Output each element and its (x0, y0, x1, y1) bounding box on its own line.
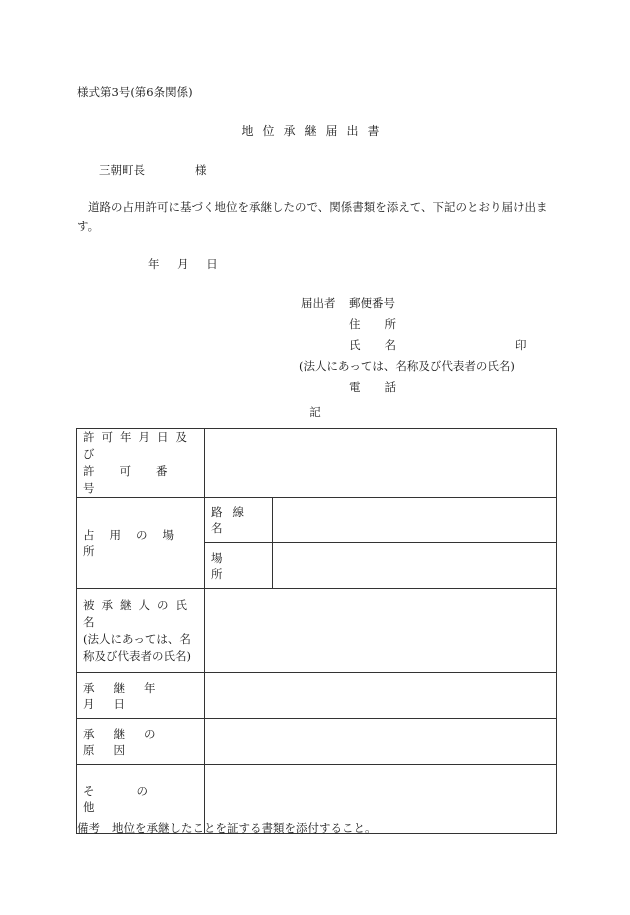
corporate-note: (法人にあっては、名称及び代表者の氏名) (299, 359, 515, 373)
form-number-label: 様式第3号(第6条関係) (77, 85, 193, 99)
document-title: 地位承継届出書 (241, 124, 389, 138)
succession-cause-label: 承継の原因 (83, 726, 175, 757)
place-cell (205, 543, 273, 589)
succession-cause-value[interactable] (205, 719, 557, 765)
succession-date-value[interactable] (205, 673, 557, 719)
place-label: 場所 (211, 550, 254, 581)
permit-date-label-line2 (83, 463, 198, 497)
predecessor-value[interactable] (205, 589, 557, 673)
predecessor-label-line2: (法人にあっては、名 (83, 631, 191, 646)
succession-date-label: 承継年月日 (83, 680, 175, 711)
remarks-text: 地位を承継したことを証する書類を添付すること。 (112, 821, 377, 835)
table-row (77, 719, 557, 765)
other-label: その他 (83, 784, 190, 814)
occupancy-place-cell (77, 498, 205, 589)
address-label: 住所 (349, 317, 420, 331)
addressee-honorific: 様 (195, 163, 207, 177)
predecessor-label-line1: 被承継人の氏名 (83, 597, 194, 629)
succession-date-cell (77, 673, 205, 719)
predecessor-label-line3: 称及び代表者の氏名) (83, 648, 191, 663)
ki-heading: 記 (309, 405, 321, 419)
seal-mark: 印 (515, 338, 527, 352)
route-name-cell (205, 498, 273, 543)
permit-number-label: 許可番号 (83, 464, 193, 495)
applicant-block (301, 293, 541, 398)
place-value[interactable] (273, 543, 557, 589)
table-row (77, 498, 557, 543)
route-name-value[interactable] (273, 498, 557, 543)
postal-code-label: 郵便番号 (349, 296, 395, 310)
table-row (77, 673, 557, 719)
succession-cause-cell (77, 719, 205, 765)
permit-date-label-line1: 許可年月日及び (83, 430, 194, 461)
remarks-label: 備考 (77, 821, 100, 835)
table-row (77, 429, 557, 498)
notification-table (76, 428, 557, 834)
occupancy-place-label: 占用の場所 (83, 528, 189, 558)
name-label: 氏名 (349, 338, 420, 352)
applicant-label: 届出者 (301, 296, 336, 310)
remarks-line (77, 820, 377, 836)
phone-label: 電話 (349, 380, 420, 394)
date-line: 年 月 日 (148, 257, 218, 271)
table-row (77, 589, 557, 673)
route-name-label: 路線名 (211, 505, 254, 535)
addressee: 三朝町長 (99, 163, 145, 177)
permit-date-value[interactable] (205, 429, 557, 498)
body-text: 道路の占用許可に基づく地位を承継したので、関係書類を添えて、下記のとおり届け出ます。 (77, 200, 548, 233)
predecessor-cell (77, 589, 205, 673)
permit-date-cell (77, 429, 205, 498)
